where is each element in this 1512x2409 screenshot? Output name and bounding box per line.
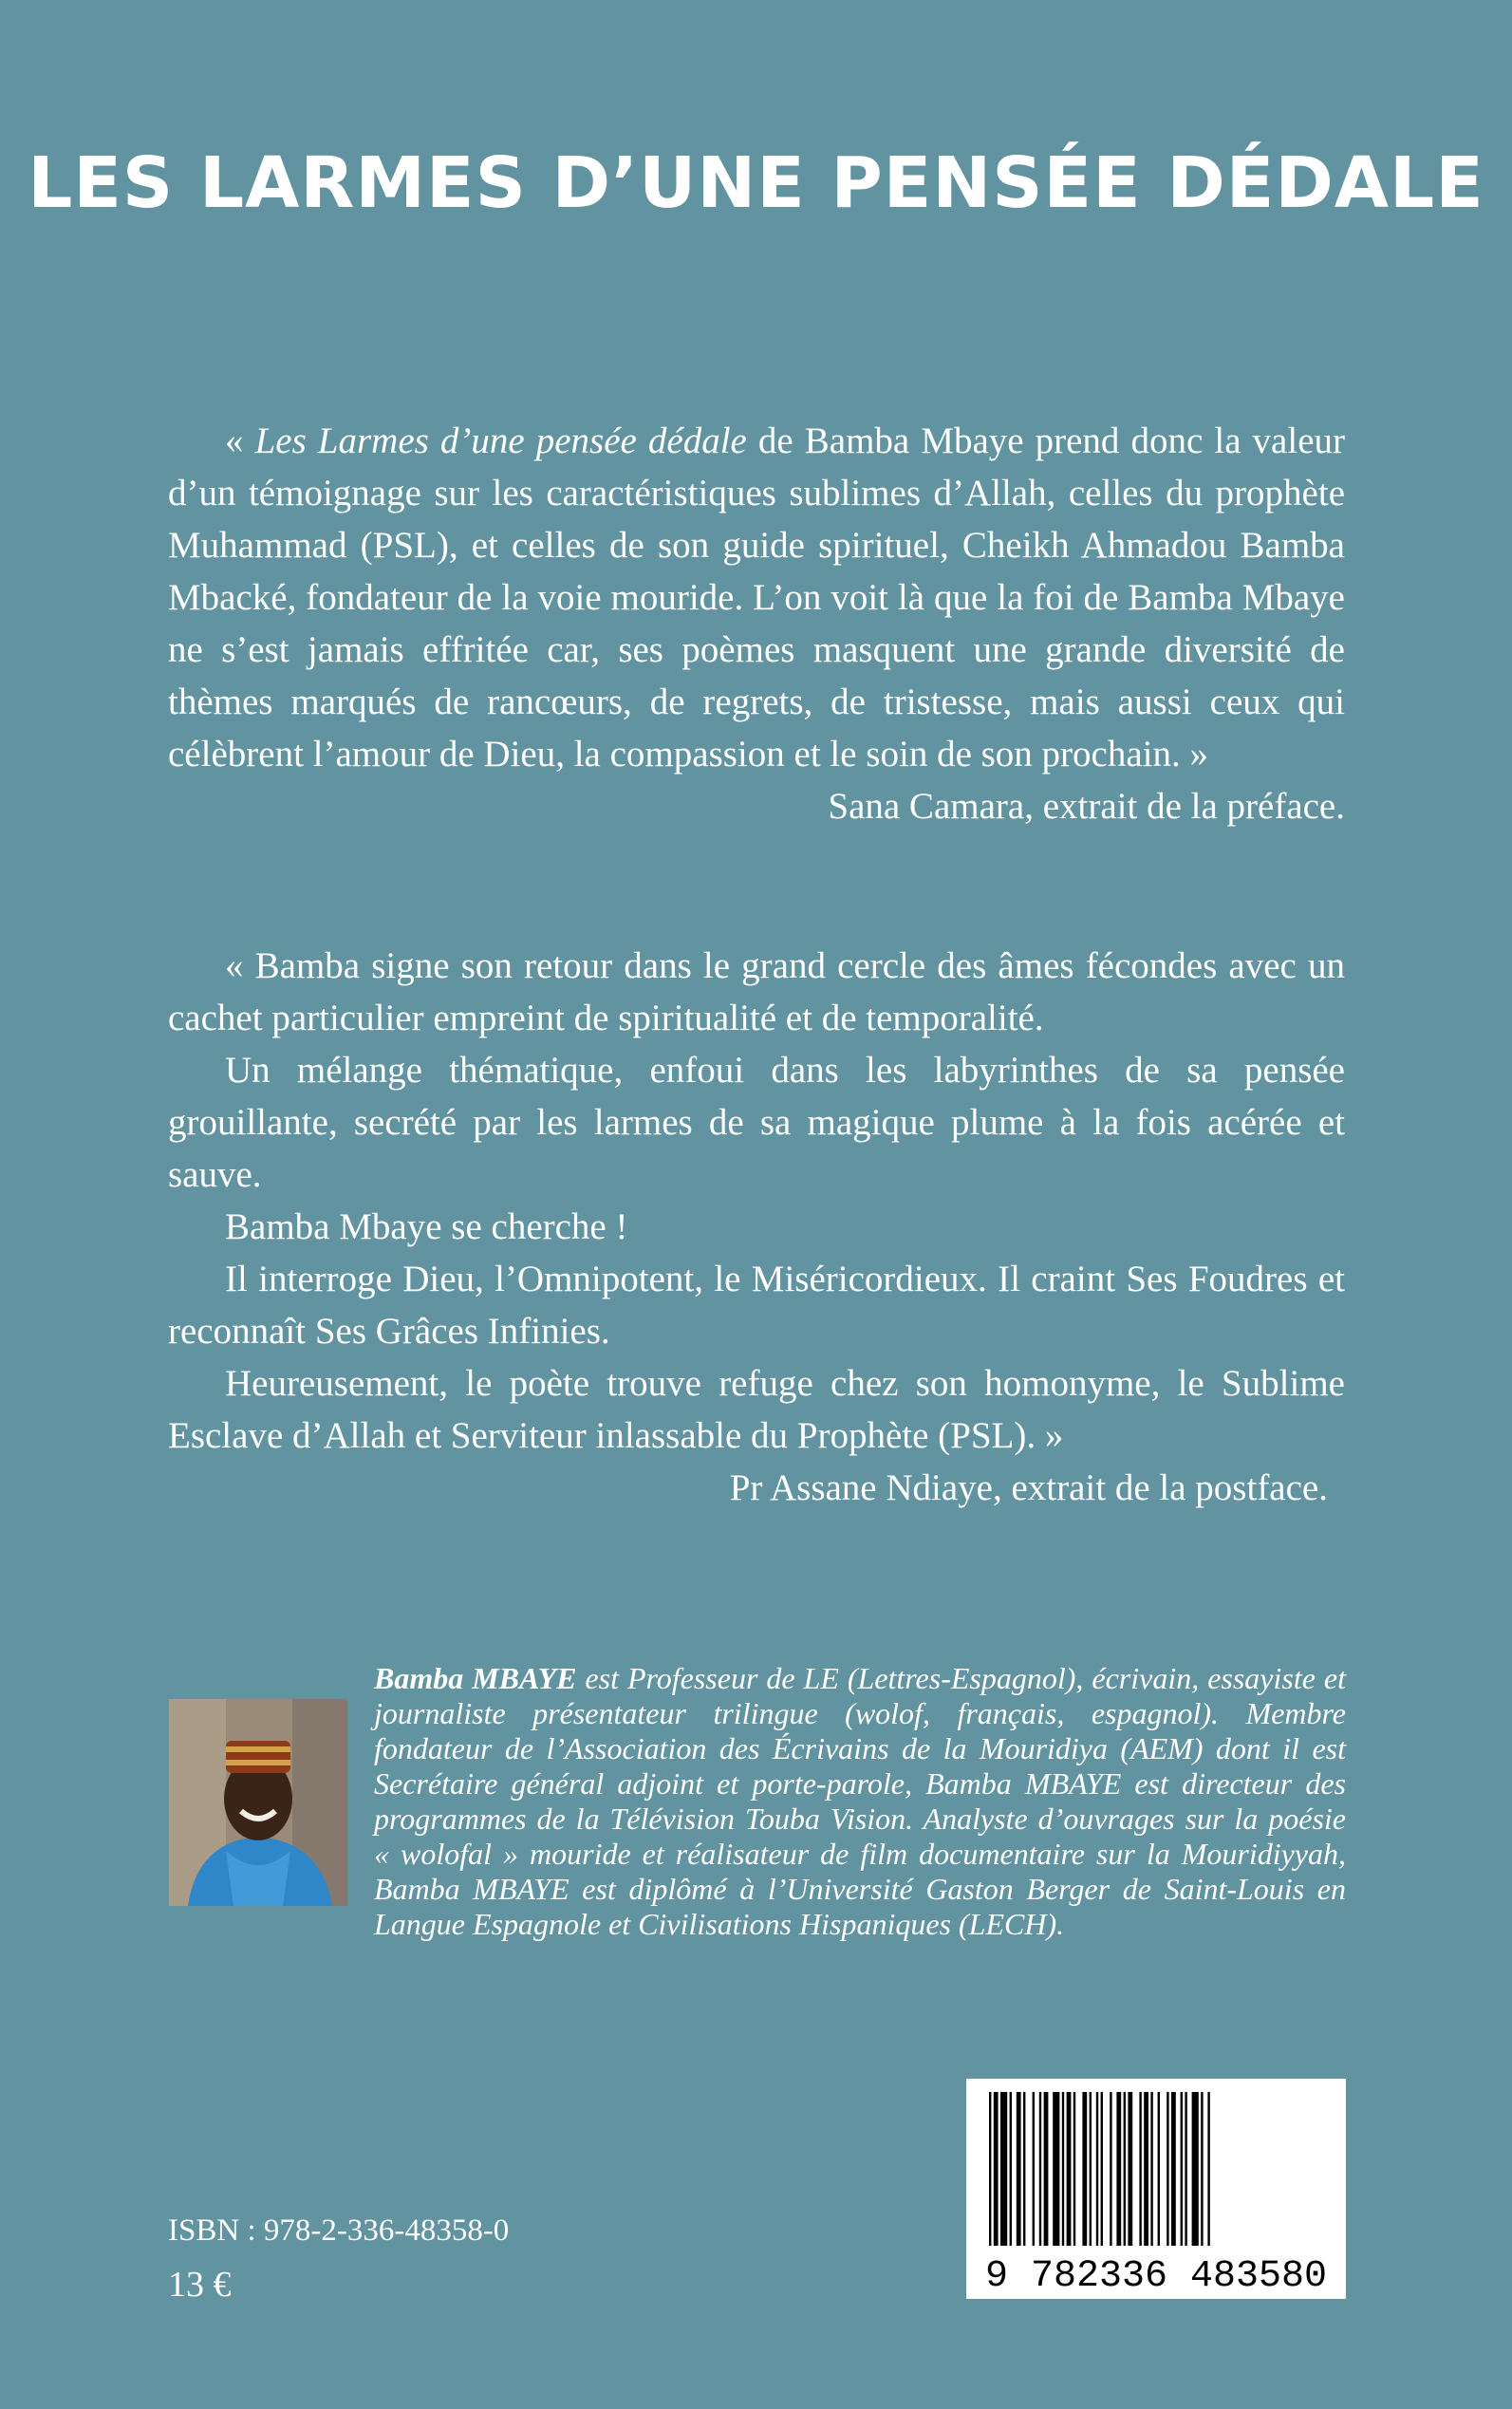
barcode-bar xyxy=(1033,2092,1035,2246)
barcode-bar xyxy=(1090,2092,1092,2246)
barcode-bar xyxy=(1158,2092,1160,2246)
preface-quote-body: de Bamba Mbaye prend donc la valeur d’un témoignage sur les caractéristiques sublimes d’Allah, celles du prophète Muhammad (PSL), et celles de son guide spirituel, Cheikh Ahmadou Bamba Mbacké, fondateur de la voie mouride. L’on voit là que la foi de Bamba Mbaye ne s’est jamais effritée car, ses poèmes masquent une grande diversité de thèmes marqués de rancœurs, de regrets, de tristesse, mais aussi ceux qui célèbrent l’amour de Dieu, la compassion et le soin de son prochain. » xyxy=(168,420,1345,775)
barcode-bar xyxy=(1181,2092,1183,2246)
barcode-bar xyxy=(994,2092,999,2246)
barcode-bar xyxy=(1124,2092,1126,2246)
postface-paragraph: Il interroge Dieu, l’Omnipotent, le Miséricordieux. Il craint Ses Foudres et reconnaît Ses Grâces Infinies. xyxy=(168,1259,1345,1352)
barcode-bar xyxy=(1167,2092,1168,2246)
barcode-bar xyxy=(1044,2092,1049,2246)
barcode-bar xyxy=(1039,2092,1041,2246)
postface-paragraph: Un mélange thématique, enfoui dans les labyrinthes de sa pensée grouillante, secrété par les larmes de sa magique plume à la fois acérée et sauve. xyxy=(168,1050,1345,1195)
barcode-bar xyxy=(1082,2092,1087,2246)
postface-paragraph: Heureusement, le poète trouve refuge chez son homonyme, le Sublime Esclave d’Allah et Serviteur inlassable du Prophète (PSL). » xyxy=(168,1363,1345,1456)
barcode-bar xyxy=(1171,2092,1176,2246)
author-photo xyxy=(169,1699,347,1906)
barcode-bar xyxy=(1073,2092,1075,2246)
quoted-book-title: Les Larmes d’une pensée dédale xyxy=(254,420,747,461)
quote-open: « xyxy=(225,420,255,461)
barcode-bar xyxy=(1023,2092,1025,2246)
postface-paragraph: « Bamba signe son retour dans le grand cercle des âmes fécondes avec un cachet particulier empreint de spiritualité et de temporalité. xyxy=(168,945,1345,1038)
barcode-bar xyxy=(1101,2092,1103,2246)
barcode-bar xyxy=(1144,2092,1148,2246)
book-title: LES LARMES D’UNE PENSÉE DÉDALE xyxy=(28,142,1484,224)
barcode-bar xyxy=(1139,2092,1141,2246)
barcode-bar xyxy=(1067,2092,1072,2246)
barcode-digits: 9 782336 483580 xyxy=(984,2255,1328,2298)
barcode-bar xyxy=(1017,2092,1021,2246)
postface-paragraph: Bamba Mbaye se cherche ! xyxy=(225,1206,628,1247)
barcode-bar xyxy=(1185,2092,1186,2246)
barcode-bar xyxy=(1192,2092,1199,2246)
barcode-bar xyxy=(1110,2092,1111,2246)
preface-quote xyxy=(168,415,1345,832)
barcode-bar xyxy=(989,2092,991,2246)
author-bio xyxy=(374,1661,1346,1942)
postface-quote xyxy=(168,940,1345,1514)
barcode xyxy=(966,2079,1346,2299)
postface-attribution: Pr Assane Ndiaye, extrait de la postface. xyxy=(729,1467,1328,1508)
author-bio-text: est Professeur de LE (Lettres-Espagnol), écrivain, essayiste et journaliste présentateur trilingue (wolof, français, espagnol). Membre fondateur de l’Association des Écrivains de la Mouridiya (AEM) dont il est Secrétaire général adjoint et porte-parole, Bamba MBAYE est directeur des programmes de la Télévision Touba Vision. Analyste d’ouvrages sur la poésie « wolofal » mouride et réalisateur de film documentaire sur la Mouridiyyah, Bamba MBAYE est diplômé à l’Université Gaston Berger de Saint-Louis en Langue Espagnole et Civilisations Hispaniques (LECH). xyxy=(374,1661,1347,1941)
price: 13 € xyxy=(168,2265,232,2305)
author-name: Bamba MBAYE xyxy=(374,1661,577,1695)
barcode-bar xyxy=(1116,2092,1121,2246)
barcode-bar xyxy=(1096,2092,1098,2246)
barcode-bar xyxy=(1053,2092,1059,2246)
isbn: ISBN : 978-2-336-48358-0 xyxy=(168,2213,510,2248)
barcode-bar xyxy=(1010,2092,1012,2246)
barcode-bar xyxy=(1207,2092,1209,2246)
barcode-bar xyxy=(1150,2092,1152,2246)
barcode-bar xyxy=(1128,2092,1132,2246)
barcode-bar xyxy=(1062,2092,1064,2246)
barcode-bar xyxy=(1000,2092,1007,2246)
barcode-bar xyxy=(1201,2092,1203,2246)
preface-quote-text xyxy=(168,415,1345,780)
preface-attribution: Sana Camara, extrait de la préface. xyxy=(828,786,1345,827)
